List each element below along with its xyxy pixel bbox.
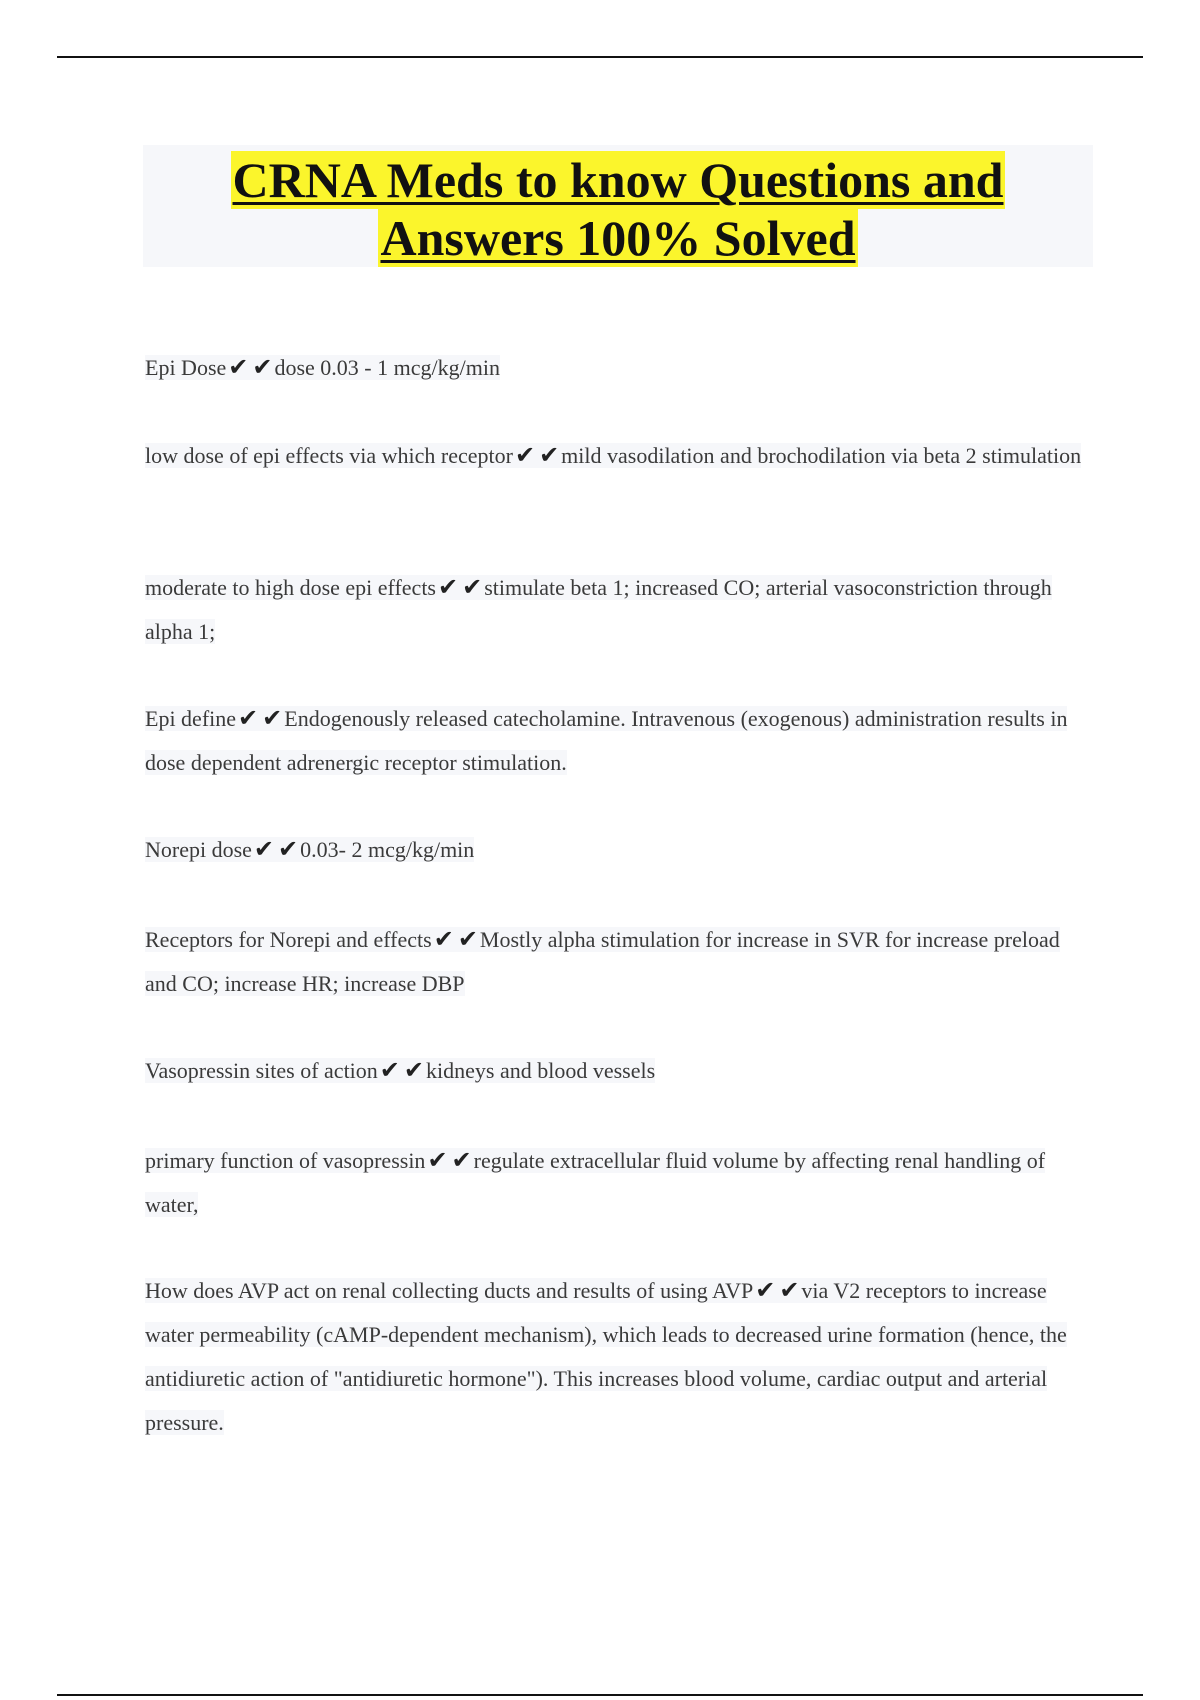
checkmark-icon: ✔ (252, 353, 273, 381)
checkmark-icon: ✔ (403, 1056, 425, 1084)
qa-item (145, 1268, 1090, 1445)
answer-text: stimulate beta 1; increased CO; arterial vasoconstriction through alpha 1; (145, 575, 1052, 644)
qa-item (145, 1138, 1090, 1227)
answer-text: dose 0.03 - 1 mcg/kg/min (274, 355, 500, 380)
answer-text: regulate extracellular fluid volume by affecting renal handling of water, (145, 1148, 1046, 1217)
qa-item (145, 827, 1090, 872)
title-block (143, 145, 1093, 267)
checkmark-icon: ✔ (779, 1276, 800, 1304)
bottom-rule (57, 1694, 1143, 1696)
checkmark-icon: ✔ (514, 441, 536, 469)
answer-text: Mostly alpha stimulation for increase in SVR for increase preload and CO; increase HR; increase DBP (145, 927, 1060, 996)
question-text: Receptors for Norepi and effects (145, 927, 432, 952)
top-rule (57, 56, 1143, 58)
checkmark-icon: ✔ (379, 1056, 400, 1084)
checkmark-icon: ✔ (462, 573, 483, 601)
checkmark-icon: ✔ (253, 835, 275, 863)
answer-text: via V2 receptors to increase water permeability (cAMP-dependent mechanism), which leads to decreased urine formation (hence, the antidiuretic action of "antidiuretic hormone"). This increases blood volume, cardiac output and arterial pressure. (145, 1278, 1067, 1435)
question-text: Epi Dose (145, 355, 227, 380)
qa-item (145, 917, 1090, 1006)
checkmark-icon: ✔ (457, 925, 478, 953)
checkmark-icon: ✔ (451, 1146, 472, 1174)
checkmark-icon: ✔ (278, 835, 299, 863)
question-text: primary function of vasopressin (145, 1148, 426, 1173)
answer-text: mild vasodilation and brochodilation via beta 2 stimulation (561, 443, 1082, 468)
question-text: moderate to high dose epi effects (145, 575, 436, 600)
qa-item (145, 433, 1090, 478)
qa-item (145, 565, 1090, 654)
question-text: low dose of epi effects via which receptor (145, 443, 513, 468)
qa-item (145, 345, 1090, 390)
checkmark-icon: ✔ (755, 1276, 776, 1304)
checkmark-icon: ✔ (427, 1146, 448, 1174)
qa-item (145, 1048, 1090, 1093)
answer-text: Endogenously released catecholamine. Intravenous (exogenous) administration results in dose dependent adrenergic receptor stimulation. (145, 706, 1068, 775)
checkmark-icon: ✔ (438, 573, 459, 601)
question-text: Epi define (145, 706, 237, 731)
checkmark-icon: ✔ (433, 925, 454, 953)
checkmark-icon: ✔ (238, 704, 259, 732)
answer-text: 0.03- 2 mcg/kg/min (300, 837, 475, 862)
title-line-1: CRNA Meds to know Questions and (232, 152, 1004, 208)
question-text: Vasopressin sites of action (145, 1058, 378, 1083)
question-text: How does AVP act on renal collecting ducts and results of using AVP (145, 1278, 754, 1303)
checkmark-icon: ✔ (539, 441, 560, 469)
qa-item (145, 696, 1090, 785)
checkmark-icon: ✔ (228, 353, 249, 381)
checkmark-icon: ✔ (262, 704, 283, 732)
answer-text: kidneys and blood vessels (426, 1058, 656, 1083)
title-line-2: Answers 100% Solved (380, 210, 856, 266)
question-text: Norepi dose (145, 837, 252, 862)
